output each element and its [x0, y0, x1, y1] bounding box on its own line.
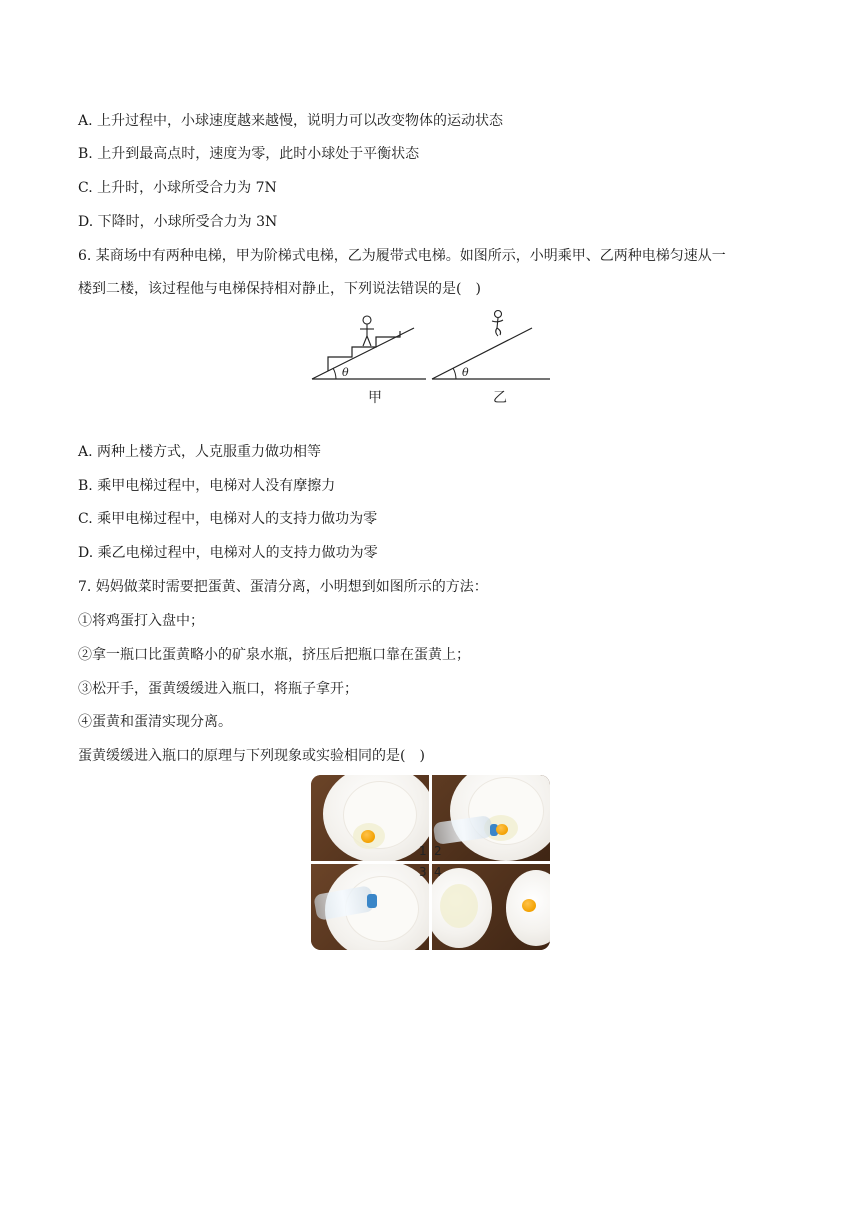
photo-step-4 — [432, 864, 550, 950]
q7-step-4: ④蛋黄和蛋清实现分离。 — [78, 714, 232, 730]
photo-step-1 — [311, 775, 429, 861]
bottle-cap — [367, 894, 377, 908]
q5-option-b: B. 上升到最高点时，速度为零，此时小球处于平衡状态 — [78, 146, 420, 162]
q7-step-1: ①将鸡蛋打入盘中； — [78, 613, 204, 629]
left-label: 甲 — [368, 390, 382, 406]
q7-question: 蛋黄缓缓进入瓶口的原理与下列现象或实验相同的是( ) — [78, 748, 425, 764]
right-person-icon — [492, 311, 503, 337]
egg-yolk — [522, 899, 536, 912]
q6-option-c: C. 乘甲电梯过程中，电梯对人的支持力做功为零 — [78, 511, 378, 527]
q6-stem-line2: 楼到二楼，该过程他与电梯保持相对静止，下列说法错误的是( ) — [78, 281, 481, 297]
egg-yolk — [496, 824, 508, 835]
right-label: 乙 — [493, 390, 507, 406]
q5-option-d: D. 下降时，小球所受合力为 3N — [78, 214, 278, 230]
left-angle-arc — [333, 368, 336, 379]
q5-option-a: A. 上升过程中，小球速度越来越慢，说明力可以改变物体的运动状态 — [78, 113, 504, 129]
left-angle-symbol: θ — [342, 366, 349, 379]
q6-option-d: D. 乘乙电梯过程中，电梯对人的支持力做功为零 — [78, 545, 378, 561]
q5-option-c: C. 上升时，小球所受合力为 7N — [78, 180, 277, 196]
left-person-icon — [360, 316, 374, 346]
egg-white — [440, 884, 478, 928]
right-angle-arc — [453, 368, 456, 379]
q6-option-b: B. 乘甲电梯过程中，电梯对人没有摩擦力 — [78, 478, 336, 494]
q7-stem: 7. 妈妈做菜时需要把蛋黄、蛋清分离，小明想到如图所示的方法： — [78, 579, 488, 595]
divider-horizontal — [311, 861, 550, 864]
egg-yolk — [361, 830, 375, 843]
photo-label-2: 2 — [434, 844, 442, 858]
escalator-figure — [308, 306, 558, 412]
photo-label-4: 4 — [434, 865, 442, 879]
photo-label-1: 1 — [419, 844, 427, 858]
q7-step-2: ②拿一瓶口比蛋黄略小的矿泉水瓶，挤压后把瓶口靠在蛋黄上； — [78, 647, 470, 663]
q6-stem-line1: 6. 某商场中有两种电梯，甲为阶梯式电梯，乙为履带式电梯。如图所示，小明乘甲、乙两种电梯匀速从一 — [78, 248, 726, 264]
photo-label-3: 3 — [419, 865, 427, 879]
photo-step-2 — [432, 775, 550, 861]
right-angle-symbol: θ — [462, 366, 469, 379]
q6-option-a: A. 两种上楼方式，人克服重力做功相等 — [78, 444, 322, 460]
photo-step-3 — [311, 864, 429, 950]
q7-step-3: ③松开手，蛋黄缓缓进入瓶口，将瓶子拿开； — [78, 681, 358, 697]
egg-separation-photo — [311, 775, 550, 950]
left-incline-line — [312, 328, 414, 379]
right-incline-line — [432, 328, 532, 379]
